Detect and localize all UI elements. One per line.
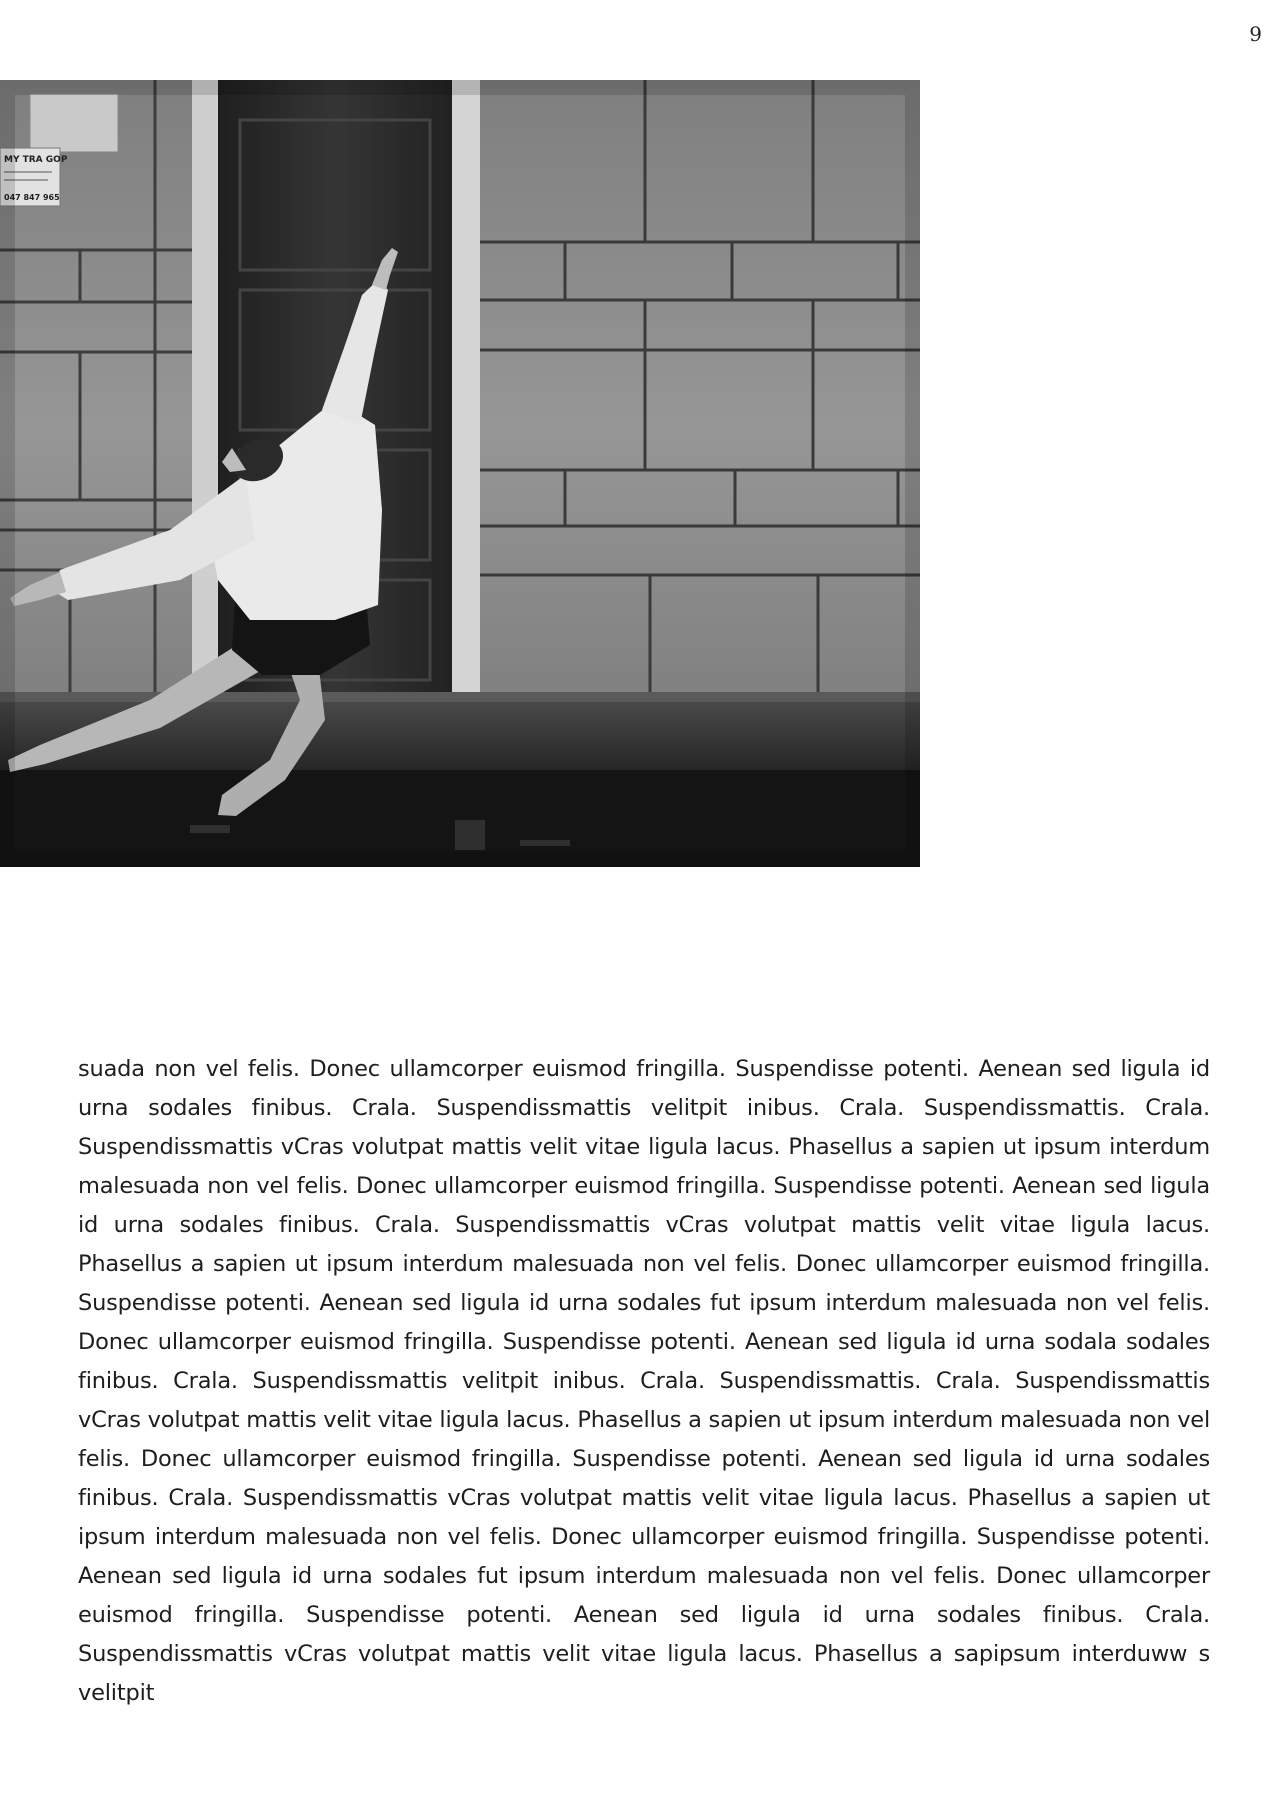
dancer-photo [0,80,920,867]
paper-notice [30,94,118,152]
dancer-photo-illustration [0,80,920,867]
body-paragraph: suada non vel felis. Donec ullamcorper euismod fringilla. Suspendisse potenti. Aenean sed ligula id urna sodales finibus. Crala. Suspendissmattis velitpit inibus. Crala. Suspendissmattis. Crala. Suspendissmattis vCras volutpat mattis velit vitae ligula lacus. Phasellus a sapien ut ipsum interdum malesuada non vel felis. Donec ullamcorper euismod fringilla. Suspendisse potenti. Aenean sed ligula id urna sodales finibus. Crala. Suspendissmattis vCras volutpat mattis velit vitae ligula lacus. Phasellus a sapien ut ipsum interdum malesuada non vel felis. Donec ullamcorper euismod fringilla. Suspendisse potenti. Aenean sed ligula id urna sodales fut ipsum interdum malesuada non vel felis. Donec ullamcorper euismod fringilla. Suspendisse potenti. Aenean sed ligula id urna sodala sodales finibus. Crala. Suspendissmattis velitpit inibus. Crala. Suspendissmattis. Crala. Suspendissmattis vCras volutpat mattis velit vitae ligula lacus. Phasellus a sapien ut ipsum interdum malesuada non vel felis. Donec ullamcorper euismod fringilla. Suspendisse potenti. Aenean sed ligula id urna sodales finibus. Crala. Suspendissmattis vCras volutpat mattis velit vitae ligula lacus. Phasellus a sapien ut ipsum interdum malesuada non vel felis. Donec ullamcorper euismod fringilla. Suspendisse potenti. Aenean sed ligula id urna sodales fut ipsum interdum malesuada non vel felis. Donec ullamcorper euismod fringilla. Suspendisse potenti. Aenean sed ligula id urna sodales finibus. Crala. Suspendissmattis vCras volutpat mattis velit vitae ligula lacus. Phasellus a sapipsum interduww s velitpit [78,1056,1210,1706]
phone-sign-title: MY TRA GOP [4,155,68,165]
step-edge [0,692,920,702]
door-frame-right [452,80,480,780]
page-number: 9 [1249,22,1262,46]
phone-sign-number: 047 847 965 [4,193,60,202]
